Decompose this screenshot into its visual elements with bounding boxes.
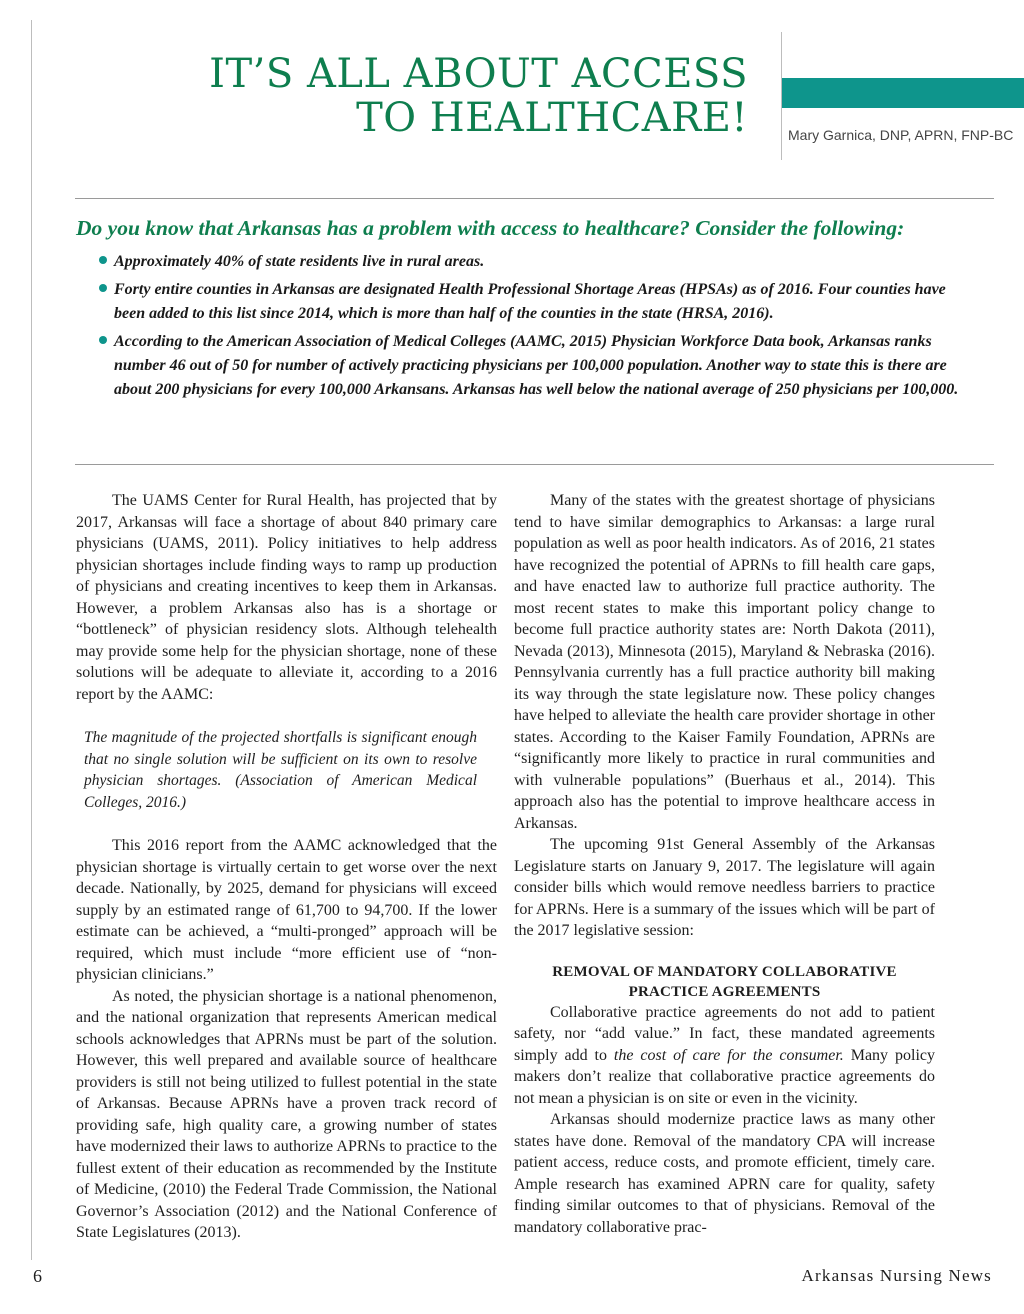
- block-quote: The magnitude of the projected shortfalls is significant enough that no single solution will be sufficient on its own to resolve physician shortages. (Association of American Medical Colleges, 2016.): [84, 729, 477, 811]
- subheading-line-1: REMOVAL OF MANDATORY COLLABORATIVE: [552, 963, 897, 980]
- emphasized-text: the cost of care for the consumer.: [613, 1046, 844, 1064]
- list-item: [100, 250, 980, 274]
- callout-bottom-rule: [75, 464, 994, 465]
- list-item: [100, 278, 980, 326]
- callout-lead: Do you know that Arkansas has a problem with access to healthcare? Consider the following:: [76, 216, 905, 240]
- left-column: [76, 490, 497, 1244]
- body-paragraph: Many of the states with the greatest shortage of physicians tend to have similar demographics to Arkansas: a large rural population as well as poor health indicators. As of 2016, 21 states have recognized the potential of APRNs to fill health care gaps, and have enacted law to authorize full practice authority. The most recent states to make this important policy change to become full practice authority states are: North Dakota (2011), Nevada (2013), Minnesota (2015), Maryland & Nebraska (2016). Pennsylvania currently has a full practice authority bill making its way through the state legislature now. These policy changes have helped to alleviate the health care provider shortage in other states. According to the Kaiser Family Foundation, APRNs are “significantly more likely to practice in rural communities and with vulnerable populations” (Buerhaus et al., 2014). This approach also has the potential to improve healthcare access in Arkansas.: [514, 492, 935, 832]
- body-paragraph: The upcoming 91st General Assembly of the Arkansas Legislature starts on January 9, 2017. The legislature will again consider bills which would remove needless barriers to practice for APRNs. Here is a summary of the issues which will be part of the 2017 legislative session:: [514, 836, 935, 939]
- author-byline: Mary Garnica, DNP, APRN, FNP-BC: [788, 127, 1014, 143]
- bullet-text: Approximately 40% of state residents live in rural areas.: [114, 253, 485, 270]
- article-title: [209, 52, 748, 140]
- callout-top-rule: [75, 198, 994, 199]
- left-margin-rule: [31, 20, 32, 1260]
- subheading-line-2: PRACTICE AGREEMENTS: [628, 983, 821, 1000]
- publication-name: Arkansas Nursing News: [801, 1266, 992, 1285]
- title-line-2: TO HEALTHCARE!: [356, 95, 748, 141]
- paragraph-text: Collaborative practice agreements do not add to patient safety, nor “add value.” In fact, these mandated agreements simply add to: [514, 1003, 935, 1064]
- list-item: [100, 330, 980, 402]
- title-line-1: IT’S ALL ABOUT ACCESS: [209, 51, 748, 97]
- bullet-dot-icon: [99, 284, 107, 292]
- bullet-dot-icon: [99, 336, 107, 344]
- body-paragraph: [514, 1002, 935, 1110]
- header-accent-bar: [782, 78, 1024, 108]
- body-paragraph: The UAMS Center for Rural Health, has projected that by 2017, Arkansas will face a shortage of about 840 primary care physicians (UAMS, 2011). Policy initiatives to help address physician shortages include finding ways to ramp up production of physicians and creating incentives to keep them in Arkansas. However, a problem Arkansas also has is a shortage or “bottleneck” of physician residency slots. Although telehealth may provide some help for the physician shortage, none of these solutions will be adequate to alleviate it, according to a 2016 report by the AAMC:: [76, 492, 497, 703]
- section-subheading: [514, 962, 935, 1002]
- body-paragraph: As noted, the physician shortage is a national phenomenon, and the national organization that represents American medical schools acknowledges that APRNs must be part of the solution. However, this well prepared and available source of healthcare providers is still not being utilized to fullest potential in the state of Arkansas. Because APRNs have a proven track record of providing safe, high quality care, a growing number of states have modernized their laws to authorize APRNs to practice to the fullest extent of their education as recommended by the Institute of Medicine, (2010) the Federal Trade Commission, the National Governor’s Association (2012) and the National Conference of State Legislatures (2013).: [76, 987, 497, 1241]
- callout-bullet-list: [100, 250, 980, 406]
- page-number: 6: [33, 1266, 42, 1286]
- body-paragraph: This 2016 report from the AAMC acknowledged that the physician shortage is virtually certain to get worse over the next decade. Nationally, by 2025, demand for physicians will exceed supply by an estimated range of 61,700 to 94,700. If the lower estimate can be achieved, a “multi-pronged” approach will be required, which must include “more efficient use of “non-physician clinicians.”: [76, 837, 497, 983]
- right-column: [514, 490, 935, 1238]
- bullet-dot-icon: [99, 256, 107, 264]
- paragraph-text: Many policy makers don’t realize that collaborative practice agreements do not mean a physician is on site or even in the vicinity.: [514, 1046, 935, 1107]
- bullet-text: According to the American Association of Medical Colleges (AAMC, 2015) Physician Workforce Data book, Arkansas ranks number 46 out of 50 for number of actively practicing physicians per 100,000 population. Another way to state this is there are about 200 physicians for every 100,000 Arkansans. Arkansas has well below the national average of 250 physicians per 100,000.: [114, 333, 959, 398]
- body-paragraph: Arkansas should modernize practice laws as many other states have done. Removal of the mandatory CPA will increase patient access, reduce costs, and promote efficient, timely care. Ample research has examined APRN care for quality, safety finding similar outcomes to that of physicians. Removal of the mandatory collaborative prac-: [514, 1111, 935, 1236]
- bullet-text: Forty entire counties in Arkansas are designated Health Professional Shortage Areas (HPSAs) as of 2016. Four counties have been added to this list since 2014, which is more than half of the counties in the state (HRSA, 2016).: [114, 281, 946, 322]
